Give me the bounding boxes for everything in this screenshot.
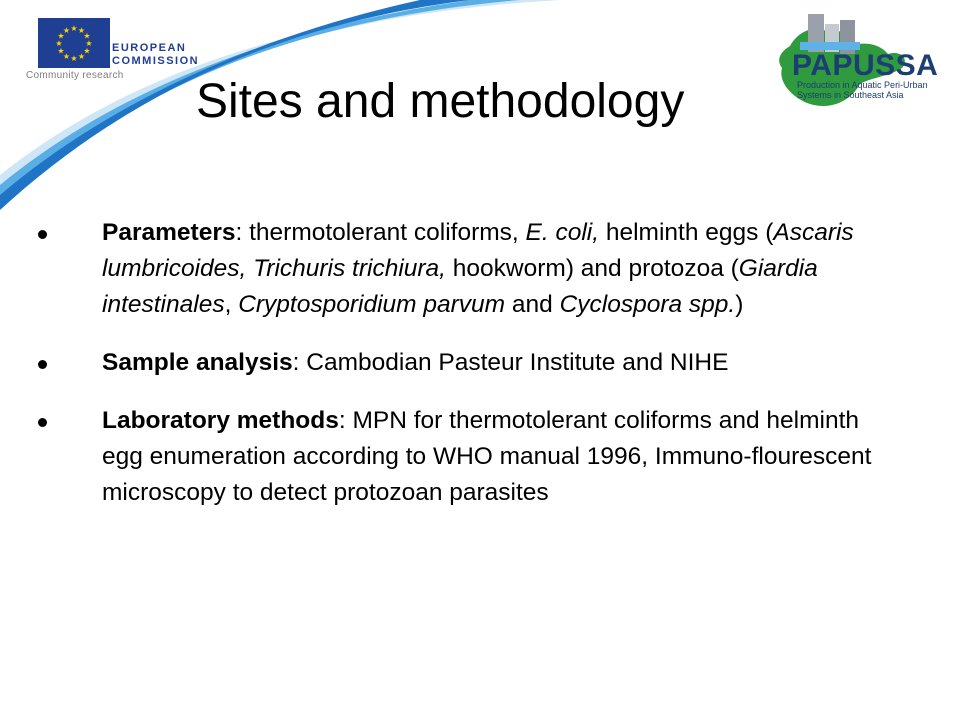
papussa-subtitle-line: Production in Aquatic Peri-Urban bbox=[797, 80, 928, 90]
star-icon: ★ bbox=[85, 39, 93, 48]
bullet-segment: E. coli, bbox=[525, 219, 600, 246]
bullet-segment: Cryptosporidium parvum bbox=[238, 291, 506, 318]
bullet-segment: helminth eggs ( bbox=[599, 219, 774, 246]
bullet-list bbox=[36, 215, 906, 533]
slide-title: Sites and methodology bbox=[196, 75, 685, 128]
bullet-segment: : thermotolerant coliforms, bbox=[235, 219, 526, 246]
star-icon: ★ bbox=[62, 52, 71, 61]
star-icon: ★ bbox=[83, 46, 91, 56]
bullet-segment: Sample analysis bbox=[102, 349, 293, 376]
bullet-segment: : MPN for thermotolerant coliforms and helminth egg enumeration according to WHO manual 1996, Immuno-flourescent microscopy to detect protozoan parasites bbox=[102, 407, 872, 506]
bullet-text bbox=[102, 219, 854, 318]
bullet-segment: ) bbox=[735, 291, 744, 318]
bullet-dot-icon bbox=[38, 230, 47, 239]
bullet-dot-icon bbox=[38, 418, 47, 427]
bullet-segment: Parameters bbox=[102, 219, 236, 246]
papussa-subtitle-line: Systems in Southeast Asia bbox=[797, 90, 904, 100]
star-icon: ★ bbox=[83, 31, 91, 41]
bullet-dot-icon bbox=[38, 360, 47, 369]
bullet-segment: : Cambodian Pasteur Institute and NIHE bbox=[292, 349, 729, 376]
star-icon: ★ bbox=[70, 24, 78, 33]
eu-line-1: EUROPEAN bbox=[112, 42, 187, 54]
eu-flag-logo bbox=[38, 18, 110, 68]
bullet-item bbox=[36, 345, 906, 381]
eu-commission-text bbox=[112, 42, 199, 68]
eu-line-2: COMMISSION bbox=[112, 55, 200, 67]
star-icon: ★ bbox=[57, 31, 65, 41]
star-icon: ★ bbox=[70, 54, 78, 63]
bullet-segment: hookworm) and protozoa ( bbox=[446, 255, 739, 282]
papussa-subtitle bbox=[797, 80, 928, 100]
bullet-segment: Giardia intestinales bbox=[102, 255, 818, 318]
community-research-label: Community research bbox=[26, 70, 124, 81]
bullet-segment: Ascaris lumbricoides, Trichuris trichiura, bbox=[102, 219, 854, 282]
bullet-item bbox=[36, 215, 906, 323]
bullet-item bbox=[36, 403, 906, 511]
star-icon: ★ bbox=[57, 46, 65, 56]
star-icon: ★ bbox=[62, 26, 71, 35]
star-icon: ★ bbox=[77, 26, 86, 35]
bullet-segment: , bbox=[224, 291, 239, 318]
bullet-text bbox=[102, 349, 728, 376]
papussa-wordmark: PAPUSSA bbox=[792, 49, 939, 82]
bullet-segment: Cyclospora spp. bbox=[559, 291, 736, 318]
bullet-segment: and bbox=[505, 291, 560, 318]
bullet-segment: Laboratory methods bbox=[102, 407, 339, 434]
star-icon: ★ bbox=[55, 39, 63, 48]
star-icon: ★ bbox=[77, 52, 86, 61]
eu-stars-icon bbox=[38, 18, 110, 68]
bullet-text bbox=[102, 407, 871, 506]
